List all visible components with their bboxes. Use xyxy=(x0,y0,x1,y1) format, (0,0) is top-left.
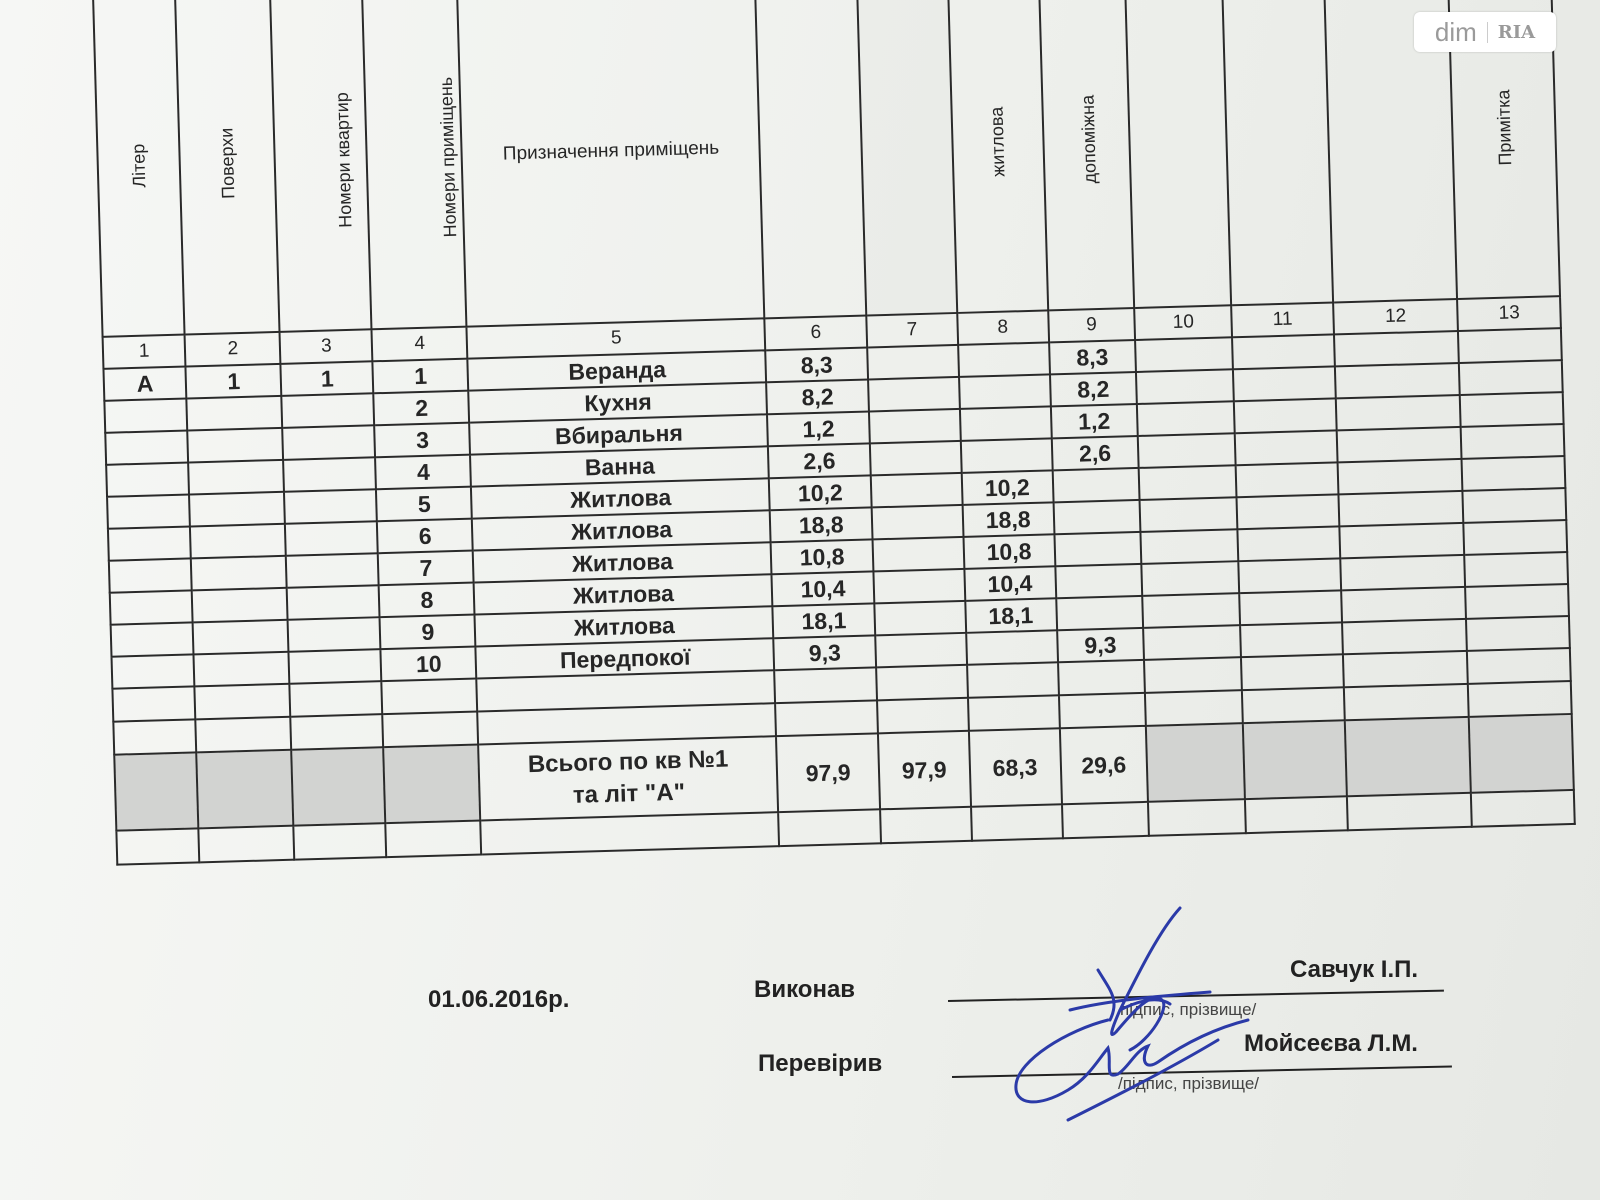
cell-purpose: Житлова xyxy=(472,510,771,550)
cell-floor: 1 xyxy=(186,364,282,399)
cell-room-number: 3 xyxy=(375,423,471,458)
total-label: Всього по кв №1 та літ "А" xyxy=(479,736,779,820)
cell-purpose: Вбиральня xyxy=(470,414,769,454)
cell-purpose: Веранда xyxy=(468,350,767,390)
column-number: 8 xyxy=(957,310,1049,345)
watermark-ria: RIA xyxy=(1487,22,1535,43)
col-header-liter: Літер xyxy=(93,0,185,337)
cell-auxiliary-area: 8,3 xyxy=(1049,340,1136,374)
col-header-auxiliary: допоміжна xyxy=(1038,0,1134,310)
cell-total-area: 1,2 xyxy=(767,411,869,446)
col-header-floors: Поверхи xyxy=(175,0,280,335)
column-number: 12 xyxy=(1333,299,1459,334)
col-header-unauthorized-area: збудована, xyxy=(1323,0,1457,302)
cell-total-area: 9,3 xyxy=(774,635,876,670)
signature-hint: підпис, прізвище/ xyxy=(1120,1000,1257,1019)
column-number: 2 xyxy=(185,332,281,367)
total-general-value: 97,9 xyxy=(878,731,971,810)
cell-total-area: 2,6 xyxy=(768,443,870,478)
column-number: 13 xyxy=(1457,296,1560,331)
cell-living-area: 10,8 xyxy=(963,534,1055,569)
col-header-note: Примітка xyxy=(1448,0,1560,299)
cell-auxiliary-area: 8,2 xyxy=(1050,372,1137,406)
total-auxiliary-value: 29,6 xyxy=(1059,726,1148,804)
cell-purpose: Кухня xyxy=(469,382,768,422)
cell-total-area: 8,3 xyxy=(766,347,868,382)
cell-auxiliary-area: 2,6 xyxy=(1051,436,1138,470)
total-living-value: 68,3 xyxy=(969,728,1062,807)
handwritten-signature-2 xyxy=(1008,1000,1268,1130)
column-number: 5 xyxy=(467,318,766,358)
cell-room-number: 4 xyxy=(375,455,471,490)
cell-liter: А xyxy=(103,367,186,401)
cell-purpose: Житлова xyxy=(475,606,774,646)
cell-total-area: 10,8 xyxy=(771,539,873,574)
column-number: 6 xyxy=(765,316,867,351)
cell-living-area: 10,2 xyxy=(961,470,1053,505)
cell-room-number: 6 xyxy=(377,519,473,554)
cell-room-number: 1 xyxy=(373,359,469,394)
document-date: 01.06.2016р. xyxy=(428,986,570,1013)
cell-total-area: 8,2 xyxy=(767,379,869,414)
column-number: 4 xyxy=(372,327,468,362)
column-number: 9 xyxy=(1048,308,1135,342)
cell-auxiliary-area: 1,2 xyxy=(1050,404,1137,438)
column-number: 3 xyxy=(280,329,373,364)
watermark-dim: dim xyxy=(1434,16,1477,47)
column-number: 10 xyxy=(1134,305,1232,340)
checked-name: Мойсеєва Л.М. xyxy=(1244,1030,1418,1057)
cell-room-number: 10 xyxy=(381,647,477,682)
total-area-value: 97,9 xyxy=(776,733,880,812)
column-number: 7 xyxy=(866,313,958,348)
cell-room-number: 8 xyxy=(379,583,475,618)
checked-label: Перевірив xyxy=(758,1050,883,1077)
cell-total-area: 10,4 xyxy=(772,571,874,606)
col-header-apartment-numbers: Номери квартир xyxy=(270,0,371,332)
watermark-badge xyxy=(1414,12,1556,52)
signature-hint: /підпис, прізвище/ xyxy=(1118,1074,1260,1093)
cell-living-area: 10,4 xyxy=(964,566,1056,601)
column-number: 1 xyxy=(103,335,186,369)
cell-living-area: 18,8 xyxy=(962,502,1054,537)
cell-purpose: Житлова xyxy=(471,478,770,518)
col-header-room-numbers: Номери приміщень xyxy=(362,0,467,329)
cell-purpose: Житлова xyxy=(474,574,773,614)
cell-total-area: 18,8 xyxy=(770,507,872,542)
cell-purpose: Ванна xyxy=(470,446,769,486)
col-header-purpose: Призначення приміщень xyxy=(457,0,764,327)
cell-room-number: 5 xyxy=(376,487,472,522)
column-number: 11 xyxy=(1231,302,1333,337)
cell-total-area: 18,1 xyxy=(773,603,875,638)
performed-label: Виконав xyxy=(754,976,856,1003)
performed-name: Савчук І.П. xyxy=(1290,956,1419,983)
cell-total-area: 10,2 xyxy=(769,475,871,510)
cell-room-number: 9 xyxy=(380,615,476,650)
cell-room-number: 7 xyxy=(378,551,474,586)
cell-purpose: Житлова xyxy=(473,542,772,582)
cell-room-number: 2 xyxy=(374,391,470,426)
cell-living-area: 18,1 xyxy=(965,598,1057,633)
col-header-living: житлова xyxy=(947,0,1047,313)
cell-purpose: Передпокої xyxy=(476,638,775,678)
cell-auxiliary-area: 9,3 xyxy=(1057,628,1144,662)
cell-apartment: 1 xyxy=(281,361,374,396)
